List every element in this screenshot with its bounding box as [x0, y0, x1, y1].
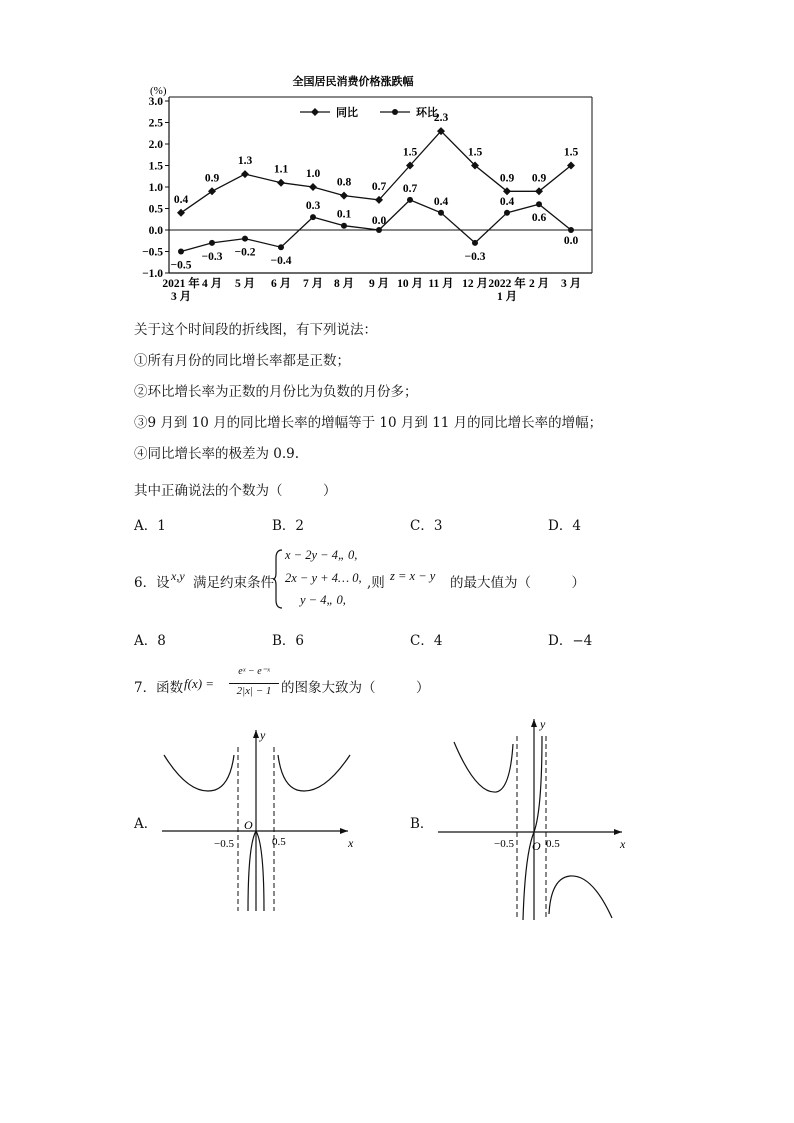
x-tick-label: 4 月: [201, 278, 223, 290]
cpi-line-chart: [120, 72, 600, 307]
yoy-data-label: 1.1: [273, 163, 289, 176]
q6-option-a[interactable]: A．8: [134, 633, 166, 649]
graph-a-right-branch: [278, 755, 350, 791]
mom-data-label: 0.3: [305, 200, 321, 213]
y-tick-label: 2.0: [148, 139, 163, 151]
graph-a-tick-pos: 0.5: [272, 836, 286, 848]
q5-intro: 关于这个时间段的折线图，有下列说法：: [134, 322, 377, 338]
mom-point: [568, 227, 574, 233]
yoy-point: [277, 179, 285, 187]
yoy-data-label: 1.5: [467, 146, 483, 159]
y-tick-label: 1.0: [148, 182, 163, 194]
q6-constraint-3: y − 4„ 0,: [300, 593, 346, 607]
q7-fraction-bar: [229, 683, 279, 684]
legend-marker-yoy: [311, 108, 319, 116]
q6-then: ,则: [367, 575, 385, 591]
q7-suffix: 的图象大致为（ ）: [281, 680, 430, 696]
yoy-data-label: 0.9: [204, 172, 220, 185]
yoy-point: [208, 187, 216, 195]
y-tick-label: 0.0: [148, 225, 163, 237]
x-tick-label: 7 月: [302, 278, 324, 290]
legend-label-mom: 环比: [416, 107, 438, 119]
q5-option-c[interactable]: C．3: [410, 518, 443, 534]
y-tick-label: 1.5: [148, 160, 163, 173]
yoy-data-label: 1.0: [305, 168, 321, 180]
q6-vars: x,y: [171, 569, 185, 583]
mom-data-label: −0.2: [234, 246, 256, 259]
graph-a-origin-label: O: [244, 818, 253, 832]
q7-prefix: 7．函数: [134, 680, 184, 696]
mom-point: [504, 210, 510, 216]
q6-suffix: 的最大值为（ ）: [450, 575, 585, 591]
mom-point: [536, 201, 542, 207]
q5-statement-4: ④同比增长率的极差为 0.9.: [134, 446, 300, 462]
x-tick-label: 5 月: [234, 278, 256, 290]
graph-b-tick-neg: −0.5: [494, 838, 514, 850]
q7-numerator: eˣ − e⁻ˣ: [238, 666, 270, 677]
y-tick-label: −1.0: [142, 268, 163, 280]
mom-data-label: 0.6: [531, 212, 547, 225]
chart-title: 全国居民消费价格涨跌幅: [292, 76, 414, 88]
q7-option-a[interactable]: A．: [134, 816, 158, 832]
q6-constraint-1: x − 2y − 4„ 0,: [285, 548, 358, 562]
graph-b-origin-label: O: [532, 839, 541, 853]
x-tick-label: 3 月: [560, 278, 582, 290]
mom-point: [438, 210, 444, 216]
y-tick-label: 0.5: [148, 203, 163, 216]
q6-option-b[interactable]: B．6: [272, 633, 305, 649]
x-tick-label: 8 月: [333, 278, 355, 290]
graph-b-left-branch: [454, 742, 513, 792]
mom-data-label: −0.4: [270, 255, 292, 268]
q6-constraint-2: 2x − y + 4… 0,: [285, 571, 362, 585]
graph-a-y-arrow: [253, 730, 259, 738]
mom-point: [341, 223, 347, 229]
q7-option-b[interactable]: B．: [410, 816, 434, 832]
x-tick-label: 6 月: [270, 278, 292, 290]
q7-denominator: 2|x| − 1: [236, 685, 272, 697]
yoy-data-label: 2.3: [433, 112, 449, 125]
x-tick-label: 10 月: [397, 278, 423, 290]
q6-mid: 满足约束条件: [193, 575, 274, 591]
x-tick-label: 9 月: [368, 278, 390, 290]
legend-label-yoy: 同比: [336, 107, 358, 119]
graph-a-tick-neg: −0.5: [214, 838, 234, 850]
mom-data-label: 0.7: [402, 182, 418, 195]
graph-b-x-arrow: [614, 829, 622, 835]
mom-data-label: −0.5: [170, 259, 192, 272]
q5-statement-2: ②环比增长率为正数的月份比为负数的月份多；: [134, 384, 418, 400]
mom-data-label: 0.1: [336, 208, 352, 221]
graph-b-y-arrow: [531, 719, 537, 727]
yoy-point: [177, 209, 185, 217]
x-tick-label: 12 月: [462, 278, 488, 290]
graph-b-middle-branch: [523, 736, 542, 920]
yoy-point: [241, 170, 249, 178]
y-tick-label: −0.5: [142, 246, 163, 259]
mom-point: [310, 214, 316, 220]
yoy-point: [309, 183, 317, 191]
yoy-data-label: 0.4: [173, 193, 189, 206]
q5-statement-1: ①所有月份的同比增长率都是正数；: [134, 353, 350, 369]
mom-data-label: −0.3: [201, 250, 223, 263]
legend-marker-mom: [392, 109, 398, 115]
yoy-point: [340, 192, 348, 200]
q6-prefix: 6．设: [134, 575, 170, 591]
q5-option-a[interactable]: A．1: [134, 518, 166, 534]
mom-data-label: 0.4: [433, 195, 449, 208]
q6-option-d[interactable]: D．−4: [548, 633, 593, 649]
graph-b-y-label: y: [540, 717, 546, 731]
q7-function-name: f(x) =: [184, 676, 215, 691]
mom-data-label: 0.0: [371, 215, 387, 227]
x-tick-label: 2022 年: [488, 278, 526, 290]
mom-point: [209, 240, 215, 246]
mom-data-label: 0.0: [563, 235, 579, 247]
graph-a-x-arrow: [340, 828, 348, 834]
yoy-data-label: 1.5: [402, 146, 418, 159]
mom-point: [407, 197, 413, 203]
y-axis-unit: (%): [150, 85, 167, 97]
mom-data-label: −0.3: [464, 250, 486, 263]
x-tick-label: 11 月: [428, 278, 454, 290]
mom-point: [278, 244, 284, 250]
q6-brace: [272, 548, 284, 610]
q5-option-b[interactable]: B．2: [272, 518, 305, 534]
mom-point: [178, 249, 184, 255]
graph-b-right-branch: [549, 876, 612, 918]
graph-a[interactable]: [160, 725, 360, 915]
graph-a-left-branch: [164, 755, 234, 791]
mom-point: [242, 236, 248, 242]
q6-option-c[interactable]: C．4: [410, 633, 443, 649]
x-tick-label-line2: 3 月: [170, 291, 192, 303]
yoy-data-label: 0.7: [371, 180, 387, 193]
yoy-data-label: 1.5: [563, 146, 579, 159]
graph-a-x-label: x: [348, 836, 354, 850]
q5-statement-3: ③9 月到 10 月的同比增长率的增幅等于 10 月到 11 月的同比增长率的增幅；: [134, 415, 603, 431]
q5-question: 其中正确说法的个数为（ ）: [134, 483, 337, 499]
y-tick-label: 2.5: [148, 117, 163, 130]
x-tick-label: 2021 年: [162, 278, 200, 290]
yoy-data-label: 1.3: [237, 155, 253, 168]
yoy-data-label: 0.9: [531, 172, 547, 185]
yoy-data-label: 0.9: [499, 172, 515, 185]
yoy-data-label: 0.8: [336, 176, 352, 189]
q5-option-d[interactable]: D．4: [548, 518, 581, 534]
graph-a-y-label: y: [260, 728, 266, 742]
graph-b[interactable]: [436, 714, 636, 924]
y-tick-label: 3.0: [148, 96, 163, 108]
x-tick-label: 2 月: [528, 278, 550, 290]
graph-b-x-label: x: [620, 837, 626, 851]
mom-point: [472, 240, 478, 246]
mom-data-label: 0.4: [499, 195, 515, 208]
mom-point: [376, 227, 382, 233]
q6-objective: z = x − y: [390, 569, 436, 583]
x-tick-label-line2: 1 月: [496, 291, 518, 303]
graph-b-tick-pos: 0.5: [546, 838, 560, 850]
